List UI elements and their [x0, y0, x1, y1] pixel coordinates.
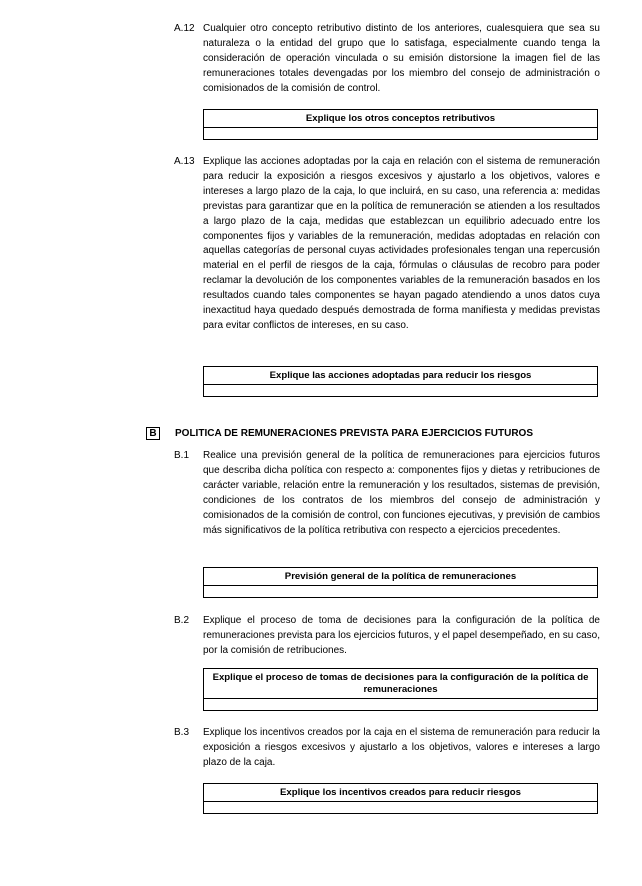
item-text: Cualquier otro concepto retributivo distinto de los anteriores, cualesquiera que sea su naturaleza o la entidad del grupo que lo satisfaga, especialmente cuando tenga la consideración de operación vinculada o su emisión distorsione la imagen fiel de las remuneraciones totales devengadas por los miembro del consejo de administración o comisionados de la comisión de control. — [203, 23, 600, 94]
answer-box-b2[interactable] — [203, 668, 598, 711]
item-b2 — [174, 614, 600, 659]
answer-box-title: Explique el proceso de tomas de decisiones para la configuración de la política de remuneraciones — [204, 669, 597, 699]
answer-box-title: Previsión general de la política de remuneraciones — [204, 568, 597, 586]
section-letter-badge: B — [146, 427, 160, 440]
answer-box-title: Explique las acciones adoptadas para reducir los riesgos — [204, 367, 597, 385]
item-number: B.2 — [174, 615, 190, 626]
item-a12 — [174, 22, 600, 97]
answer-box-field[interactable] — [204, 699, 597, 710]
answer-box-b3[interactable] — [203, 783, 598, 814]
section-title: POLITICA DE REMUNERACIONES PREVISTA PARA EJERCICIOS FUTUROS — [175, 428, 533, 439]
answer-box-field[interactable] — [204, 802, 597, 813]
item-text: Explique las acciones adoptadas por la caja en relación con el sistema de remuneración para reducir la exposición a riesgos excesivos y ajustarlo a los objetivos, valores e intereses a largo plazo de la caja, lo que incluirá, en su caso, una referencia a: medidas previstas para garantizar que en la política de remuneración se atienden a los resultados a largo plazo de la caja, medidas que establezcan un equilibrio adecuado entre los componentes fijos y variables de la remuneración, medidas adoptadas en relación con aquellas categorías de personal cuyas actividades profesionales tengan una repercusión material en el perfil de riesgos de la caja, fórmulas o cláusulas de recobro para poder reclamar la devolución de los componentes variables de la remuneración basados en los resultados cuando tales componentes se hayan pagado atendiendo a unos datos cuya inexactitud haya quedado después demostrada de forma manifiesta y medidas previstas para evitar conflictos de intereses, en su caso. — [203, 156, 600, 331]
answer-box-field[interactable] — [204, 586, 597, 597]
item-number: A.13 — [174, 156, 195, 167]
answer-box-a12[interactable] — [203, 109, 598, 140]
item-number: B.1 — [174, 450, 190, 461]
item-text: Explique el proceso de toma de decisiones para la configuración de la política de remuneraciones prevista para los ejercicios futuros, y el papel desempeñado, en su caso, por la comisión de retribuciones. — [203, 615, 600, 656]
item-b1 — [174, 449, 600, 538]
item-text: Realice una previsión general de la política de remuneraciones para ejercicios futuros que describa dicha política con respecto a: componentes fijos y dietas y retribuciones de carácter variable, relación entre la remuneración y los resultados, sistemas de previsión, condiciones de los contratos de los miembros del consejo de administración y comisionados de la comisión de control, con funciones ejecutivas, y previsión de cambios más significativos de la política retributiva con respecto a ejercicios precedentes. — [203, 450, 600, 536]
answer-box-a13[interactable] — [203, 366, 598, 397]
answer-box-field[interactable] — [204, 128, 597, 139]
answer-box-title: Explique los incentivos creados para reducir riesgos — [204, 784, 597, 802]
item-number: B.3 — [174, 727, 190, 738]
item-number: A.12 — [174, 23, 195, 34]
answer-box-b1[interactable] — [203, 567, 598, 598]
answer-box-field[interactable] — [204, 385, 597, 396]
item-a13 — [174, 155, 600, 334]
answer-box-title: Explique los otros conceptos retributivos — [204, 110, 597, 128]
item-b3 — [174, 726, 600, 771]
item-text: Explique los incentivos creados por la caja en el sistema de remuneración para reducir la exposición a riesgos excesivos y ajustarlo a los objetivos, valores e intereses a largo plazo de la caja. — [203, 727, 600, 768]
